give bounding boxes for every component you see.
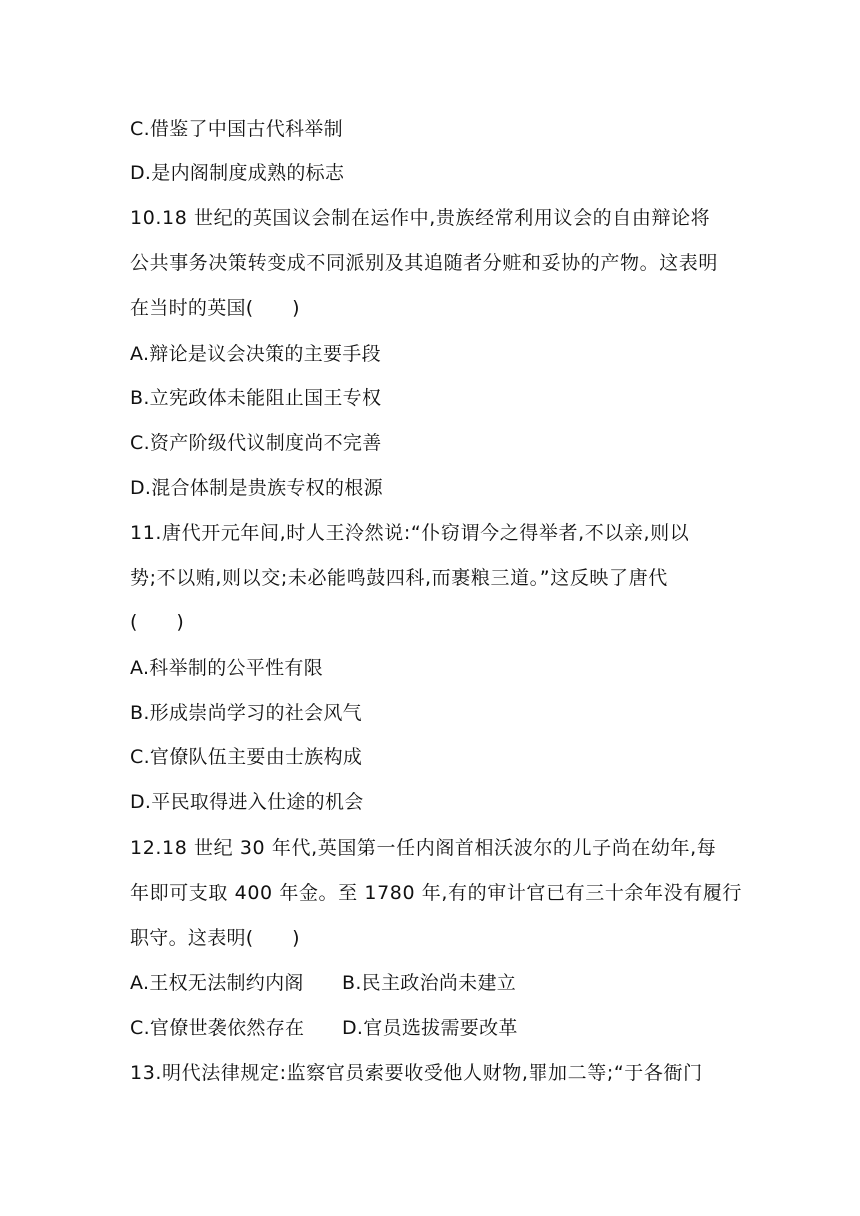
q10-stem-line3: 在当时的英国( ): [130, 297, 300, 319]
q10-option-b: B.立宪政体未能阻止国王专权: [130, 387, 382, 409]
q11-option-a: A.科举制的公平性有限: [130, 657, 324, 679]
q10-option-a: A.辩论是议会决策的主要手段: [130, 343, 381, 365]
q12-option-b: B.民主政治尚未建立: [342, 972, 517, 994]
q12-option-c: C.官僚世袭依然存在: [130, 1017, 305, 1039]
q12-stem-line1: 12.18 世纪 30 年代,英国第一任内阁首相沃波尔的儿子尚在幼年,每: [130, 837, 717, 859]
q11-option-c: C.官僚队伍主要由士族构成: [130, 746, 363, 768]
q10-stem-line1: 10.18 世纪的英国议会制在运作中,贵族经常利用议会的自由辩论将: [130, 207, 711, 229]
q12-stem-line3: 职守。这表明( ): [130, 927, 300, 949]
q10-option-d: D.混合体制是贵族专权的根源: [130, 477, 383, 499]
q11-option-b: B.形成崇尚学习的社会风气: [130, 702, 362, 724]
q13-stem-line1: 13.明代法律规定:监察官员索要收受他人财物,罪加二等;“于各衙门: [130, 1062, 703, 1084]
q9-option-c: C.借鉴了中国古代科举制: [130, 118, 343, 140]
q10-stem-line2: 公共事务决策转变成不同派别及其追随者分赃和妥协的产物。这表明: [130, 252, 719, 274]
q10-option-c: C.资产阶级代议制度尚不完善: [130, 432, 382, 454]
q12-options-row2: [130, 1016, 740, 1040]
q12-option-d: D.官员选拔需要改革: [342, 1017, 518, 1039]
q12-options-row1: [130, 971, 740, 995]
q11-stem-line1: 11.唐代开元年间,时人王泠然说:“仆窃谓今之得举者,不以亲,则以: [130, 522, 690, 544]
q11-option-d: D.平民取得进入仕途的机会: [130, 791, 364, 813]
q11-stem-line3: ( ): [130, 611, 185, 633]
q12-stem-line2: 年即可支取 400 年金。至 1780 年,有的审计官已有三十余年没有履行: [130, 882, 743, 904]
q11-stem-line2: 势;不以贿,则以交;未必能鸣鼓四科,而裹粮三道。”这反映了唐代: [130, 567, 668, 589]
q12-option-a: A.王权无法制约内阁: [130, 972, 304, 994]
q9-option-d: D.是内阁制度成熟的标志: [130, 162, 345, 184]
